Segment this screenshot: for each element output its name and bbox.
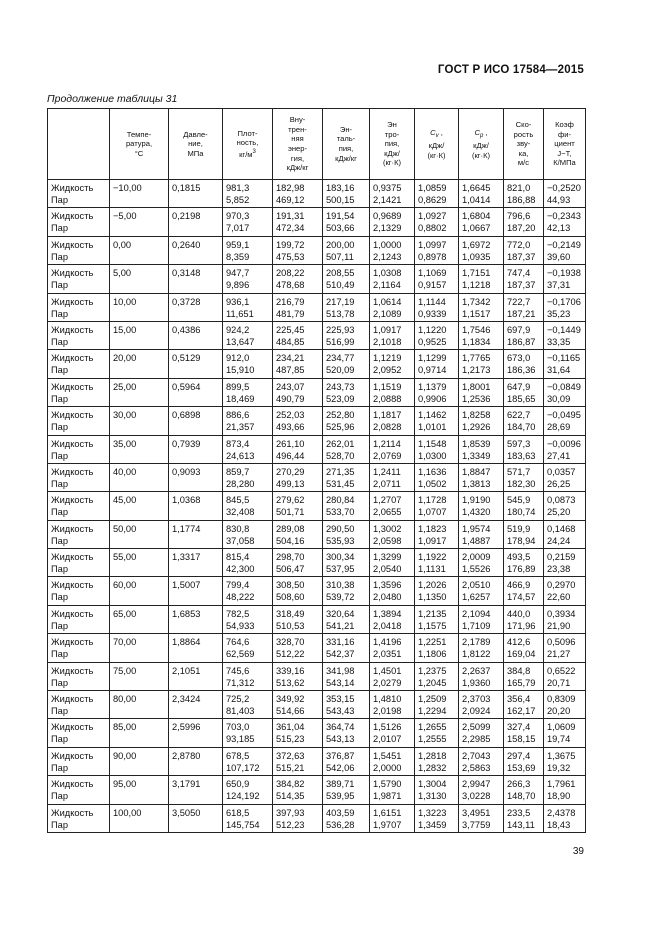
- cell-cv: 1,3004 1,3130: [415, 776, 459, 804]
- cell-phase: Жидкость Пар: [48, 691, 110, 719]
- cell-sound-speed: 233,5 143,11: [504, 804, 544, 832]
- cell-entropy: 1,0917 2,1018: [370, 321, 415, 349]
- table-row: [48, 208, 586, 236]
- cell-enthalpy: 262,01 528,70: [323, 435, 370, 463]
- cell-pressure: 3,1791: [169, 776, 223, 804]
- cell-sound-speed: 493,5 176,89: [504, 549, 544, 577]
- cell-enthalpy: 271,35 531,45: [323, 463, 370, 491]
- cell-sound-speed: 772,0 187,37: [504, 236, 544, 264]
- cell-entropy: 0,9689 2,1329: [370, 208, 415, 236]
- cell-enthalpy: 243,73 523,09: [323, 378, 370, 406]
- table-row: [48, 236, 586, 264]
- cell-entropy: 1,5790 1,9871: [370, 776, 415, 804]
- cell-cp: 2,7043 2,5863: [459, 747, 504, 775]
- cell-density: 924,2 13,647: [223, 321, 273, 349]
- header-entropy: Эн тро- пия, кДж/ (кг·К): [370, 109, 415, 180]
- cell-enthalpy: 290,50 535,93: [323, 520, 370, 548]
- cell-entropy: 1,2411 2,0711: [370, 463, 415, 491]
- cell-jt-coefficient: −0,1165 31,64: [544, 350, 586, 378]
- cell-temperature: 65,00: [110, 605, 169, 633]
- cell-internal-energy: 243,07 490,79: [273, 378, 323, 406]
- table-row: [48, 265, 586, 293]
- cell-phase: Жидкость Пар: [48, 520, 110, 548]
- cell-pressure: 0,3148: [169, 265, 223, 293]
- cell-jt-coefficient: −0,2343 42,13: [544, 208, 586, 236]
- cell-cv: 1,1069 0,9157: [415, 265, 459, 293]
- cell-entropy: 1,2707 2,0655: [370, 492, 415, 520]
- cell-internal-energy: 216,79 481,79: [273, 293, 323, 321]
- cell-entropy: 1,4196 2,0351: [370, 634, 415, 662]
- cell-temperature: 50,00: [110, 520, 169, 548]
- cell-pressure: 2,3424: [169, 691, 223, 719]
- cell-enthalpy: 300,34 537,95: [323, 549, 370, 577]
- cell-jt-coefficient: 0,1468 24,24: [544, 520, 586, 548]
- cell-cp: 2,1789 1,8122: [459, 634, 504, 662]
- cell-cv: 1,1823 1,0917: [415, 520, 459, 548]
- cell-cp: 1,6645 1,0414: [459, 180, 504, 208]
- cell-internal-energy: 279,62 501,71: [273, 492, 323, 520]
- cell-sound-speed: 519,9 178,94: [504, 520, 544, 548]
- table-caption: Продолжение таблицы 31: [47, 93, 178, 105]
- cell-sound-speed: 440,0 171,96: [504, 605, 544, 633]
- cell-pressure: 0,1815: [169, 180, 223, 208]
- cell-cp: 1,8001 1,2536: [459, 378, 504, 406]
- cell-enthalpy: 280,84 533,70: [323, 492, 370, 520]
- header-internal-energy: Вну- трен- няя энер- гия, кДж/кг: [273, 109, 323, 180]
- cell-cp: 2,1094 1,7109: [459, 605, 504, 633]
- cell-internal-energy: 349,92 514,66: [273, 691, 323, 719]
- header-row: [48, 109, 586, 180]
- cell-pressure: 0,2198: [169, 208, 223, 236]
- cell-pressure: 0,9093: [169, 463, 223, 491]
- cell-pressure: 1,3317: [169, 549, 223, 577]
- table-row: [48, 691, 586, 719]
- cell-temperature: 40,00: [110, 463, 169, 491]
- cell-pressure: 0,5964: [169, 378, 223, 406]
- cell-jt-coefficient: 2,4378 18,43: [544, 804, 586, 832]
- cell-density: 981,3 5,852: [223, 180, 273, 208]
- cell-cp: 1,6804 1,0667: [459, 208, 504, 236]
- cell-sound-speed: 796,6 187,20: [504, 208, 544, 236]
- cell-internal-energy: 270,29 499,13: [273, 463, 323, 491]
- page-number: 39: [572, 846, 584, 857]
- cell-phase: Жидкость Пар: [48, 605, 110, 633]
- table-row: [48, 520, 586, 548]
- cell-sound-speed: 297,4 153,69: [504, 747, 544, 775]
- cell-enthalpy: 376,87 542,06: [323, 747, 370, 775]
- cell-enthalpy: 252,80 525,96: [323, 407, 370, 435]
- cell-pressure: 0,2640: [169, 236, 223, 264]
- document-id: ГОСТ Р ИСО 17584—2015: [437, 64, 584, 76]
- cell-internal-energy: 261,10 496,44: [273, 435, 323, 463]
- cell-phase: Жидкость Пар: [48, 378, 110, 406]
- cell-jt-coefficient: 0,2159 23,38: [544, 549, 586, 577]
- header-cp: $C_p$ , кДж/ (кг·К): [459, 109, 504, 180]
- table-row: [48, 577, 586, 605]
- cell-sound-speed: 384,8 165,79: [504, 662, 544, 690]
- table-row: [48, 662, 586, 690]
- cell-internal-energy: 234,21 487,85: [273, 350, 323, 378]
- cell-density: 912,0 15,910: [223, 350, 273, 378]
- cell-sound-speed: 622,7 184,70: [504, 407, 544, 435]
- cell-internal-energy: 397,93 512,23: [273, 804, 323, 832]
- cell-enthalpy: 341,98 543,14: [323, 662, 370, 690]
- cell-cv: 1,2251 1,1806: [415, 634, 459, 662]
- cell-enthalpy: 389,71 539,95: [323, 776, 370, 804]
- cell-cp: 3,4951 3,7759: [459, 804, 504, 832]
- cell-phase: Жидкость Пар: [48, 321, 110, 349]
- cell-jt-coefficient: −0,1449 33,35: [544, 321, 586, 349]
- cell-density: 959,1 8,359: [223, 236, 273, 264]
- cell-cv: 1,2375 1,2045: [415, 662, 459, 690]
- cell-entropy: 1,5451 2,0000: [370, 747, 415, 775]
- cell-entropy: 1,0308 2,1164: [370, 265, 415, 293]
- cell-jt-coefficient: −0,0096 27,41: [544, 435, 586, 463]
- table-row: [48, 719, 586, 747]
- cell-entropy: 1,0614 2,1089: [370, 293, 415, 321]
- cell-jt-coefficient: 0,8309 20,20: [544, 691, 586, 719]
- cell-temperature: 90,00: [110, 747, 169, 775]
- cell-internal-energy: 252,03 493,66: [273, 407, 323, 435]
- cell-cp: 2,3703 2,0924: [459, 691, 504, 719]
- cell-pressure: 2,1051: [169, 662, 223, 690]
- cell-cp: 1,7765 1,2173: [459, 350, 504, 378]
- cell-temperature: 0,00: [110, 236, 169, 264]
- cell-phase: Жидкость Пар: [48, 634, 110, 662]
- cell-phase: Жидкость Пар: [48, 265, 110, 293]
- cell-phase: Жидкость Пар: [48, 208, 110, 236]
- cell-pressure: 0,4386: [169, 321, 223, 349]
- cell-sound-speed: 266,3 148,70: [504, 776, 544, 804]
- cell-enthalpy: 364,74 543,13: [323, 719, 370, 747]
- table-row: [48, 492, 586, 520]
- cell-temperature: 55,00: [110, 549, 169, 577]
- cell-jt-coefficient: 0,0873 25,20: [544, 492, 586, 520]
- cell-phase: Жидкость Пар: [48, 577, 110, 605]
- table-row: [48, 407, 586, 435]
- table-row: [48, 776, 586, 804]
- table-row: [48, 463, 586, 491]
- cell-sound-speed: 697,9 186,87: [504, 321, 544, 349]
- cell-sound-speed: 466,9 174,57: [504, 577, 544, 605]
- cell-jt-coefficient: −0,0849 30,09: [544, 378, 586, 406]
- cell-phase: Жидкость Пар: [48, 350, 110, 378]
- cell-cp: 2,5099 2,2985: [459, 719, 504, 747]
- cell-temperature: −5,00: [110, 208, 169, 236]
- cell-phase: Жидкость Пар: [48, 719, 110, 747]
- cell-internal-energy: 225,45 484,85: [273, 321, 323, 349]
- cell-temperature: 45,00: [110, 492, 169, 520]
- cell-temperature: 75,00: [110, 662, 169, 690]
- cell-density: 650,9 124,192: [223, 776, 273, 804]
- cell-density: 936,1 11,651: [223, 293, 273, 321]
- header-jt-coefficient: Коэф фи- циент J−T, К/МПа: [544, 109, 586, 180]
- cell-pressure: 1,1774: [169, 520, 223, 548]
- cell-jt-coefficient: 1,7961 18,90: [544, 776, 586, 804]
- table-row: [48, 804, 586, 832]
- header-sound-speed: Ско- рость зву- ка, м/с: [504, 109, 544, 180]
- cell-internal-energy: 199,72 475,53: [273, 236, 323, 264]
- cell-cp: 1,8258 1,2926: [459, 407, 504, 435]
- cell-cp: 1,7546 1,1834: [459, 321, 504, 349]
- cell-sound-speed: 821,0 186,88: [504, 180, 544, 208]
- cell-enthalpy: 320,64 541,21: [323, 605, 370, 633]
- table-row: [48, 435, 586, 463]
- cell-entropy: 1,3299 2,0540: [370, 549, 415, 577]
- cell-density: 970,3 7,017: [223, 208, 273, 236]
- cell-density: 678,5 107,172: [223, 747, 273, 775]
- cell-temperature: 85,00: [110, 719, 169, 747]
- cell-temperature: 35,00: [110, 435, 169, 463]
- cell-density: 947,7 9,896: [223, 265, 273, 293]
- cell-sound-speed: 571,7 182,30: [504, 463, 544, 491]
- cell-internal-energy: 384,82 514,35: [273, 776, 323, 804]
- cell-entropy: 1,4810 2,0198: [370, 691, 415, 719]
- cell-phase: Жидкость Пар: [48, 747, 110, 775]
- cell-enthalpy: 403,59 536,28: [323, 804, 370, 832]
- cell-cv: 1,1379 0,9906: [415, 378, 459, 406]
- cell-phase: Жидкость Пар: [48, 804, 110, 832]
- cell-enthalpy: 217,19 513,78: [323, 293, 370, 321]
- cell-temperature: 5,00: [110, 265, 169, 293]
- cell-jt-coefficient: −0,2149 39,60: [544, 236, 586, 264]
- cell-internal-energy: 182,98 469,12: [273, 180, 323, 208]
- cell-cp: 1,8539 1,3349: [459, 435, 504, 463]
- cell-temperature: 80,00: [110, 691, 169, 719]
- table-row: [48, 180, 586, 208]
- table-row: [48, 634, 586, 662]
- cell-enthalpy: 183,16 500,15: [323, 180, 370, 208]
- cell-jt-coefficient: −0,1938 37,31: [544, 265, 586, 293]
- cell-jt-coefficient: −0,1706 35,23: [544, 293, 586, 321]
- cell-pressure: 1,5007: [169, 577, 223, 605]
- properties-table: [47, 108, 586, 833]
- cell-enthalpy: 234,77 520,09: [323, 350, 370, 378]
- cell-sound-speed: 412,6 169,04: [504, 634, 544, 662]
- cell-density: 873,4 24,613: [223, 435, 273, 463]
- cell-density: 764,6 62,569: [223, 634, 273, 662]
- cell-cv: 1,1220 0,9525: [415, 321, 459, 349]
- cell-cp: 2,2637 1,9360: [459, 662, 504, 690]
- cell-density: 745,6 71,312: [223, 662, 273, 690]
- cell-density: 782,5 54,933: [223, 605, 273, 633]
- cell-enthalpy: 331,16 542,37: [323, 634, 370, 662]
- cell-cv: 1,2026 1,1350: [415, 577, 459, 605]
- table-row: [48, 293, 586, 321]
- cell-phase: Жидкость Пар: [48, 180, 110, 208]
- cell-entropy: 1,3894 2,0418: [370, 605, 415, 633]
- cell-cv: 1,3223 1,3459: [415, 804, 459, 832]
- cell-entropy: 1,1219 2,0952: [370, 350, 415, 378]
- cell-cp: 2,0009 1,5526: [459, 549, 504, 577]
- cell-internal-energy: 308,50 508,60: [273, 577, 323, 605]
- cell-entropy: 1,6151 1,9707: [370, 804, 415, 832]
- cell-entropy: 0,9375 2,1421: [370, 180, 415, 208]
- cell-jt-coefficient: 0,2970 22,60: [544, 577, 586, 605]
- cell-internal-energy: 191,31 472,34: [273, 208, 323, 236]
- cell-phase: Жидкость Пар: [48, 776, 110, 804]
- cell-cp: 1,7342 1,1517: [459, 293, 504, 321]
- cell-sound-speed: 647,9 185,65: [504, 378, 544, 406]
- header-phase: [48, 109, 110, 180]
- cell-sound-speed: 673,0 186,36: [504, 350, 544, 378]
- cell-cp: 1,9574 1,4887: [459, 520, 504, 548]
- cell-cp: 1,6972 1,0935: [459, 236, 504, 264]
- cell-internal-energy: 318,49 510,53: [273, 605, 323, 633]
- cell-phase: Жидкость Пар: [48, 549, 110, 577]
- header-pressure: Давле- ние, МПа: [169, 109, 223, 180]
- cell-entropy: 1,0000 2,1243: [370, 236, 415, 264]
- cell-pressure: 0,7939: [169, 435, 223, 463]
- cell-enthalpy: 191,54 503,66: [323, 208, 370, 236]
- header-enthalpy: Эн- таль- пия, кДж/кг: [323, 109, 370, 180]
- cell-jt-coefficient: 1,0609 19,74: [544, 719, 586, 747]
- cell-cv: 1,2509 1,2294: [415, 691, 459, 719]
- cell-enthalpy: 208,55 510,49: [323, 265, 370, 293]
- cell-cp: 2,9947 3,0228: [459, 776, 504, 804]
- cell-cv: 1,1728 1,0707: [415, 492, 459, 520]
- cell-density: 618,5 145,754: [223, 804, 273, 832]
- cell-cv: 1,0997 0,8978: [415, 236, 459, 264]
- cell-jt-coefficient: 0,6522 20,71: [544, 662, 586, 690]
- cell-pressure: 2,8780: [169, 747, 223, 775]
- cell-sound-speed: 722,7 187,21: [504, 293, 544, 321]
- cell-entropy: 1,2114 2,0769: [370, 435, 415, 463]
- cell-density: 703,0 93,185: [223, 719, 273, 747]
- cell-cv: 1,0859 0,8629: [415, 180, 459, 208]
- header-cv: $C_v$ , кДж/ (кг·К): [415, 109, 459, 180]
- cell-temperature: 30,00: [110, 407, 169, 435]
- table-row: [48, 321, 586, 349]
- cell-internal-energy: 328,70 512,22: [273, 634, 323, 662]
- cell-density: 799,4 48,222: [223, 577, 273, 605]
- cell-internal-energy: 372,63 515,21: [273, 747, 323, 775]
- table-row: [48, 350, 586, 378]
- cell-density: 886,6 21,357: [223, 407, 273, 435]
- cell-density: 899,5 18,469: [223, 378, 273, 406]
- cell-density: 725,2 81,403: [223, 691, 273, 719]
- cell-cv: 1,1144 0,9339: [415, 293, 459, 321]
- cell-internal-energy: 208,22 478,68: [273, 265, 323, 293]
- cell-temperature: 95,00: [110, 776, 169, 804]
- cell-pressure: 1,8864: [169, 634, 223, 662]
- cell-phase: Жидкость Пар: [48, 293, 110, 321]
- table-row: [48, 549, 586, 577]
- cell-density: 830,8 37,058: [223, 520, 273, 548]
- table-row: [48, 747, 586, 775]
- cell-phase: Жидкость Пар: [48, 435, 110, 463]
- cell-cv: 1,1299 0,9714: [415, 350, 459, 378]
- cell-density: 815,4 42,300: [223, 549, 273, 577]
- cell-sound-speed: 597,3 183,63: [504, 435, 544, 463]
- cell-phase: Жидкость Пар: [48, 492, 110, 520]
- cell-cp: 1,7151 1,1218: [459, 265, 504, 293]
- cell-cp: 1,8847 1,3813: [459, 463, 504, 491]
- cell-sound-speed: 356,4 162,17: [504, 691, 544, 719]
- cell-phase: Жидкость Пар: [48, 662, 110, 690]
- cell-density: 845,5 32,408: [223, 492, 273, 520]
- cell-pressure: 0,3728: [169, 293, 223, 321]
- cell-jt-coefficient: 0,0357 26,25: [544, 463, 586, 491]
- cell-cp: 1,9190 1,4320: [459, 492, 504, 520]
- cell-cp: 2,0510 1,6257: [459, 577, 504, 605]
- cell-jt-coefficient: −0,2520 44,93: [544, 180, 586, 208]
- cell-cv: 1,1636 1,0502: [415, 463, 459, 491]
- cell-temperature: 15,00: [110, 321, 169, 349]
- cell-cv: 1,2135 1,1575: [415, 605, 459, 633]
- cell-pressure: 3,5050: [169, 804, 223, 832]
- cell-entropy: 1,1817 2,0828: [370, 407, 415, 435]
- cell-enthalpy: 200,00 507,11: [323, 236, 370, 264]
- cell-enthalpy: 353,15 543,43: [323, 691, 370, 719]
- header-temperature: Темпе- ратура, °С: [110, 109, 169, 180]
- cell-pressure: 0,6898: [169, 407, 223, 435]
- cell-internal-energy: 298,70 506,47: [273, 549, 323, 577]
- cell-temperature: 60,00: [110, 577, 169, 605]
- cell-sound-speed: 327,4 158,15: [504, 719, 544, 747]
- header-density: Плот- ность, $кг/м^3$: [223, 109, 273, 180]
- cell-temperature: −10,00: [110, 180, 169, 208]
- cell-pressure: 1,0368: [169, 492, 223, 520]
- cell-phase: Жидкость Пар: [48, 407, 110, 435]
- cell-jt-coefficient: 1,3675 19,32: [544, 747, 586, 775]
- cell-cv: 1,1922 1,1131: [415, 549, 459, 577]
- cell-internal-energy: 361,04 515,23: [273, 719, 323, 747]
- cell-phase: Жидкость Пар: [48, 236, 110, 264]
- cell-cv: 1,1548 1,0300: [415, 435, 459, 463]
- cell-temperature: 100,00: [110, 804, 169, 832]
- cell-entropy: 1,5126 2,0107: [370, 719, 415, 747]
- cell-enthalpy: 310,38 539,72: [323, 577, 370, 605]
- cell-cv: 1,2655 1,2555: [415, 719, 459, 747]
- cell-entropy: 1,3002 2,0598: [370, 520, 415, 548]
- cell-entropy: 1,1519 2,0888: [370, 378, 415, 406]
- cell-entropy: 1,4501 2,0279: [370, 662, 415, 690]
- cell-internal-energy: 289,08 504,16: [273, 520, 323, 548]
- cell-jt-coefficient: 0,3934 21,90: [544, 605, 586, 633]
- cell-cv: 1,0927 0,8802: [415, 208, 459, 236]
- table-row: [48, 378, 586, 406]
- cell-phase: Жидкость Пар: [48, 463, 110, 491]
- cell-density: 859,7 28,280: [223, 463, 273, 491]
- cell-entropy: 1,3596 2,0480: [370, 577, 415, 605]
- cell-cv: 1,1462 1,0101: [415, 407, 459, 435]
- cell-internal-energy: 339,16 513,62: [273, 662, 323, 690]
- cell-jt-coefficient: −0,0495 28,69: [544, 407, 586, 435]
- cell-pressure: 0,5129: [169, 350, 223, 378]
- cell-sound-speed: 747,4 187,37: [504, 265, 544, 293]
- cell-temperature: 20,00: [110, 350, 169, 378]
- cell-temperature: 70,00: [110, 634, 169, 662]
- cell-jt-coefficient: 0,5096 21,27: [544, 634, 586, 662]
- cell-temperature: 10,00: [110, 293, 169, 321]
- cell-temperature: 25,00: [110, 378, 169, 406]
- cell-pressure: 2,5996: [169, 719, 223, 747]
- cell-enthalpy: 225,93 516,99: [323, 321, 370, 349]
- table-row: [48, 605, 586, 633]
- cell-pressure: 1,6853: [169, 605, 223, 633]
- cell-cv: 1,2818 1,2832: [415, 747, 459, 775]
- cell-sound-speed: 545,9 180,74: [504, 492, 544, 520]
